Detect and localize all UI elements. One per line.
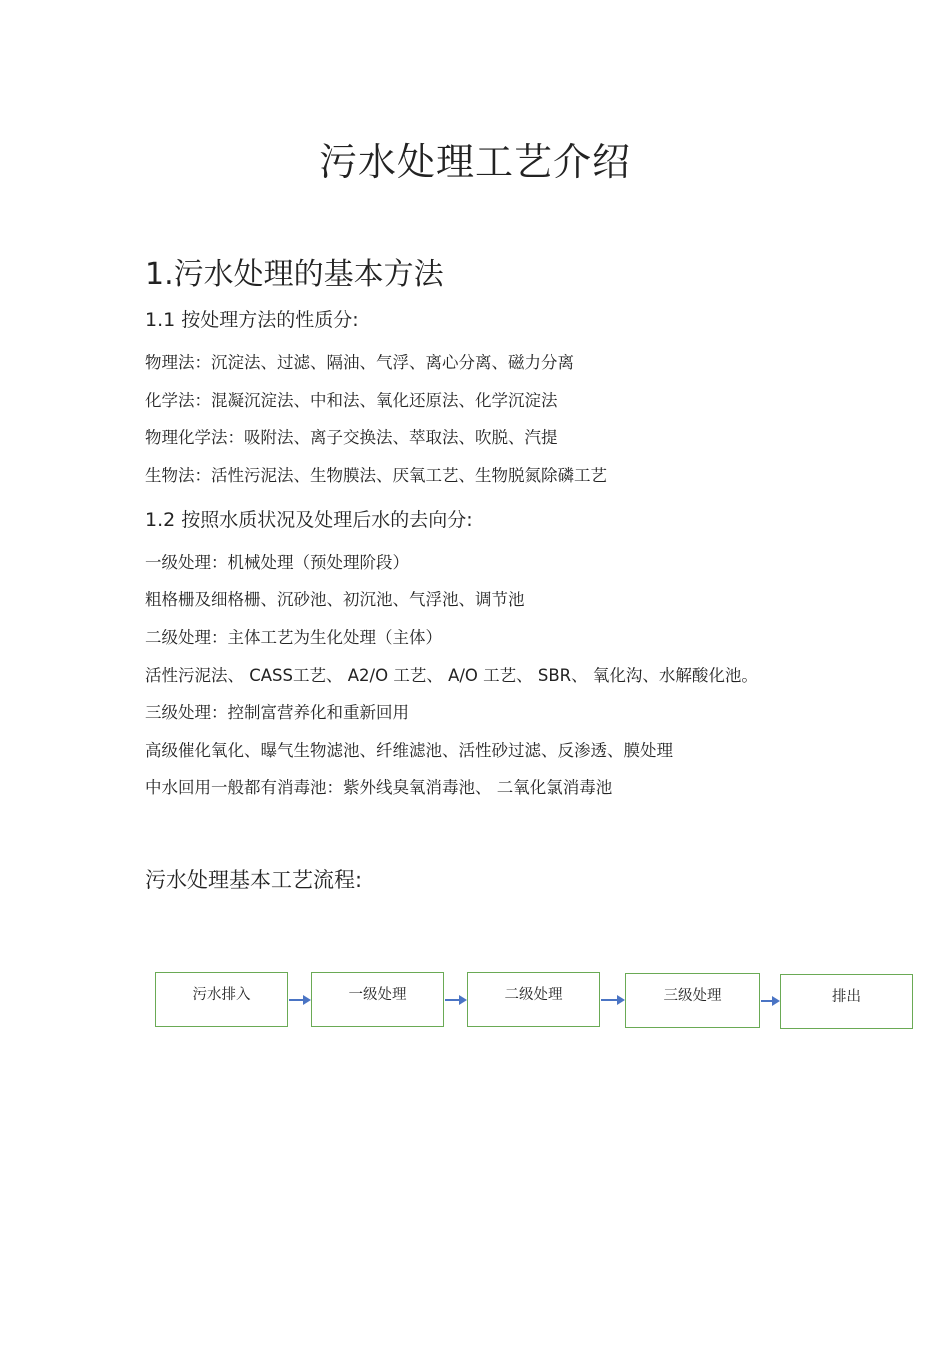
flow-arrow-icon [601,995,625,1005]
treatment-line-secondary: 二级处理：主体工艺为生化处理（主体） [145,628,442,647]
method-line-chemical: 化学法：混凝沉淀法、中和法、氧化还原法、化学沉淀法 [145,391,558,410]
flow-arrow-icon [445,995,467,1005]
flow-step-label: 一级处理 [348,987,407,1003]
treatment-line-primary: 一级处理：机械处理（预处理阶段） [145,553,409,572]
subsection-heading-by-method: 1.1 按处理方法的性质分: [145,309,359,331]
flow-step-label: 排出 [832,989,861,1005]
treatment-line-tertiary: 三级处理：控制富营养化和重新回用 [145,703,409,722]
flow-arrow-icon [761,996,780,1006]
flow-heading: 污水处理基本工艺流程: [145,868,363,892]
treatment-line-secondary-units: 活性污泥法、 CASS工艺、 A2/O 工艺、 A/O 工艺、 SBR、 氧化沟、水解酸化池。 [145,666,758,685]
treatment-line-reuse-disinfection: 中水回用一般都有消毒池：紫外线臭氧消毒池、 二氧化氯消毒池 [145,778,613,797]
flow-step-label: 污水排入 [192,987,251,1003]
flow-step-box-secondary [467,972,600,1027]
flow-step-box-discharge [780,974,913,1029]
flow-step-label: 三级处理 [663,988,722,1004]
document-title: 污水处理工艺介绍 [318,140,631,184]
flow-step-label: 二级处理 [504,987,563,1003]
flow-arrow-icon [289,995,311,1005]
treatment-line-primary-units: 粗格栅及细格栅、沉砂池、初沉池、气浮池、调节池 [145,590,525,609]
flow-step-box-sewage-inflow [155,972,288,1027]
method-line-biological: 生物法：活性污泥法、生物膜法、厌氧工艺、生物脱氮除磷工艺 [145,466,607,485]
method-line-physicochemical: 物理化学法：吸附法、离子交换法、萃取法、吹脱、汽提 [145,428,558,447]
flow-step-box-tertiary [625,973,760,1028]
method-line-physical: 物理法：沉淀法、过滤、隔油、气浮、离心分离、磁力分离 [145,353,574,372]
treatment-line-tertiary-units: 高级催化氧化、曝气生物滤池、纤维滤池、活性砂过滤、反渗透、膜处理 [145,741,673,760]
flow-step-box-primary [311,972,444,1027]
subsection-heading-by-water-quality: 1.2 按照水质状况及处理后水的去向分: [145,509,473,531]
section-heading-basic-methods: 1.污水处理的基本方法 [145,257,444,292]
